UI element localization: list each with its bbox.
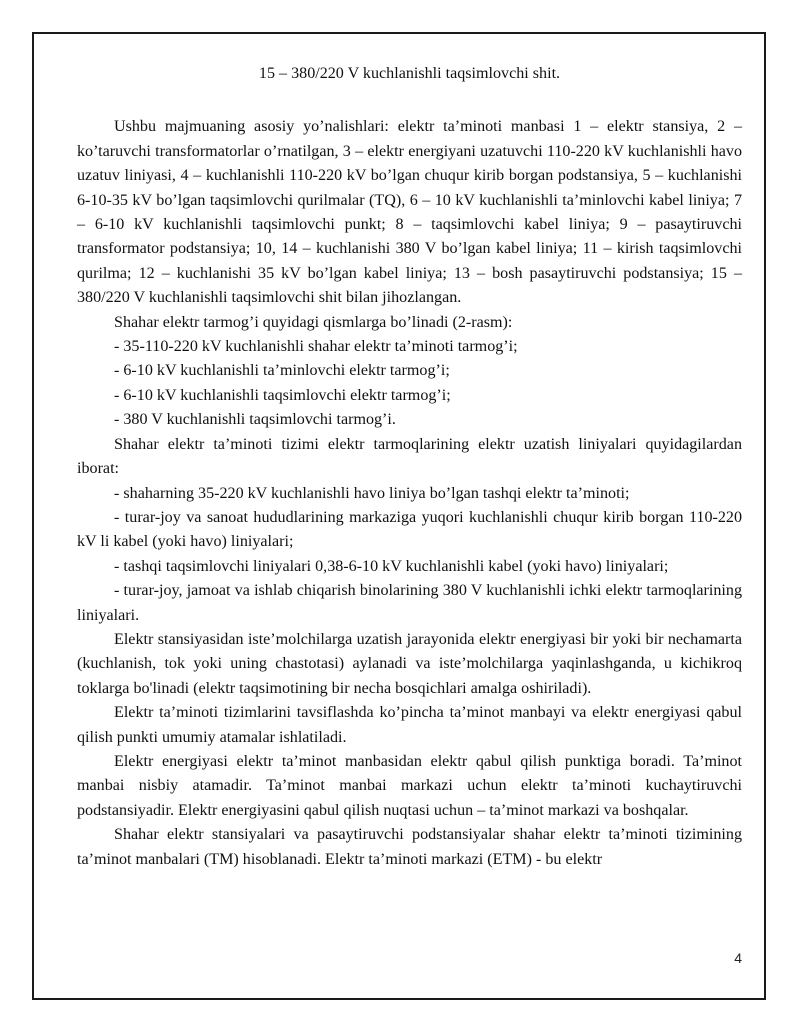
list-item-supply-network-6-10kv: - 6-10 kV kuchlanishli ta’minlovchi elektr tarmog’i;	[114, 362, 450, 380]
document-body	[77, 62, 742, 872]
paragraph-network-parts-intro: Shahar elektr tarmog’i quyidagi qismlarga bo’linadi (2-rasm):	[114, 313, 513, 331]
paragraph-energy-transformation: Elektr stansiyasidan iste’molchilarga uzatish jarayonida elektr energiyasi bir yoki bir nechamarta (kuchlanish, tok yoki uning chastotasi) aylanadi va iste’molchilarga yaqinlashganda, u kichikroq toklarga bo'linadi (elektr taqsimotining bir necha bosqichlari amalga oshiriladi).	[77, 630, 742, 697]
paragraph-city-power-sources: Shahar elektr stansiyalari va pasaytiruvchi podstansiyalar shahar elektr ta’minoti tizimining ta’minot manbalari (TM) hisoblanadi. Elektr ta’minoti markazi (ETM) - bu elektr	[77, 826, 742, 868]
list-item-distribution-network-6-10kv: - 6-10 kV kuchlanishli taqsimlovchi elektr tarmog’i;	[114, 386, 451, 404]
list-item-external-supply: - shaharning 35-220 kV kuchlanishli havo liniya bo’lgan tashqi elektr ta’minoti;	[114, 484, 630, 502]
paragraph-general-terms: Elektr ta’minoti tizimlarini tavsiflashda ko’pincha ta’minot manbayi va elektr energiyasi qabul qilish punkti umumiy atamalar ishlatiladi.	[77, 704, 742, 746]
list-item-distribution-network-380v: - 380 V kuchlanishli taqsimlovchi tarmog’i.	[114, 411, 396, 429]
figure-caption: 15 – 380/220 V kuchlanishli taqsimlovchi shit.	[258, 65, 561, 82]
page-number: 4	[734, 950, 742, 966]
list-item-deep-entry-lines: - turar-joy va sanoat hududlarining markaziga yuqori kuchlanishli chuqur kirib borgan 110-220 kV li kabel (yoki havo) liniyalari;	[77, 508, 742, 551]
paragraph-transmission-lines-intro: Shahar elektr ta’minoti tizimi elektr tarmoqlarining elektr uzatish liniyalari quyidagilardan iborat:	[77, 435, 742, 478]
paragraph-supply-source: Elektr energiyasi elektr ta’minot manbasidan elektr qabul qilish punktiga boradi. Ta’minot manbai nisbiy atamadir. Ta’minot manbai markazi uchun elektr ta’minoti kuchaytiruvchi podstansiyadir. Elektr energiyasini qabul qilish nuqtasi uchun – ta’minot markazi va boshqalar.	[77, 752, 742, 819]
list-item-external-distribution-lines: - tashqi taqsimlovchi liniyalari 0,38-6-10 kV kuchlanishli kabel (yoki havo) liniyalari;	[114, 557, 669, 575]
list-item-network-35-220kv: - 35-110-220 kV kuchlanishli shahar elektr ta’minoti tarmog’i;	[114, 338, 518, 356]
paragraph-components-list: Ushbu majmuaning asosiy yo’nalishlari: elektr ta’minoti manbasi 1 – elektr stansiya, 2 – ko’taruvchi transformatorlar o’rnatilgan, 3 – elektr energiyani uzatuvchi 110-220 kV kuchlanishli havo uzatuv liniyasi, 4 – kuchlanishli 110-220 kV bo’lgan chuqur kirib borgan podstansiya, 5 – kuchlanishi 6-10-35 kV bo’lgan taqsimlovchi qurilmalar (TQ), 6 – 10 kV kuchlanishli ta’minlovchi kabel liniya; 7 – 6-10 kV kuchlanishli taqsimlovchi punkt; 8 – taqsimlovchi kabel liniya; 9 – pasaytiruvchi transformator podstansiya; 10, 14 – kuchlanishi 380 V bo’lgan kabel liniya; 11 – kirish taqsimlovchi qurilma; 12 – kuchlanishi 35 kV bo’lgan kabel liniya; 13 – bosh pasaytiruvchi podstansiya; 15 – 380/220 V kuchlanishli taqsimlovchi shit bilan jihozlangan.	[77, 118, 742, 307]
list-item-internal-networks: - turar-joy, jamoat va ishlab chiqarish binolarining 380 V kuchlanishli ichki elektr tarmoqlarining liniyalari.	[77, 582, 742, 624]
